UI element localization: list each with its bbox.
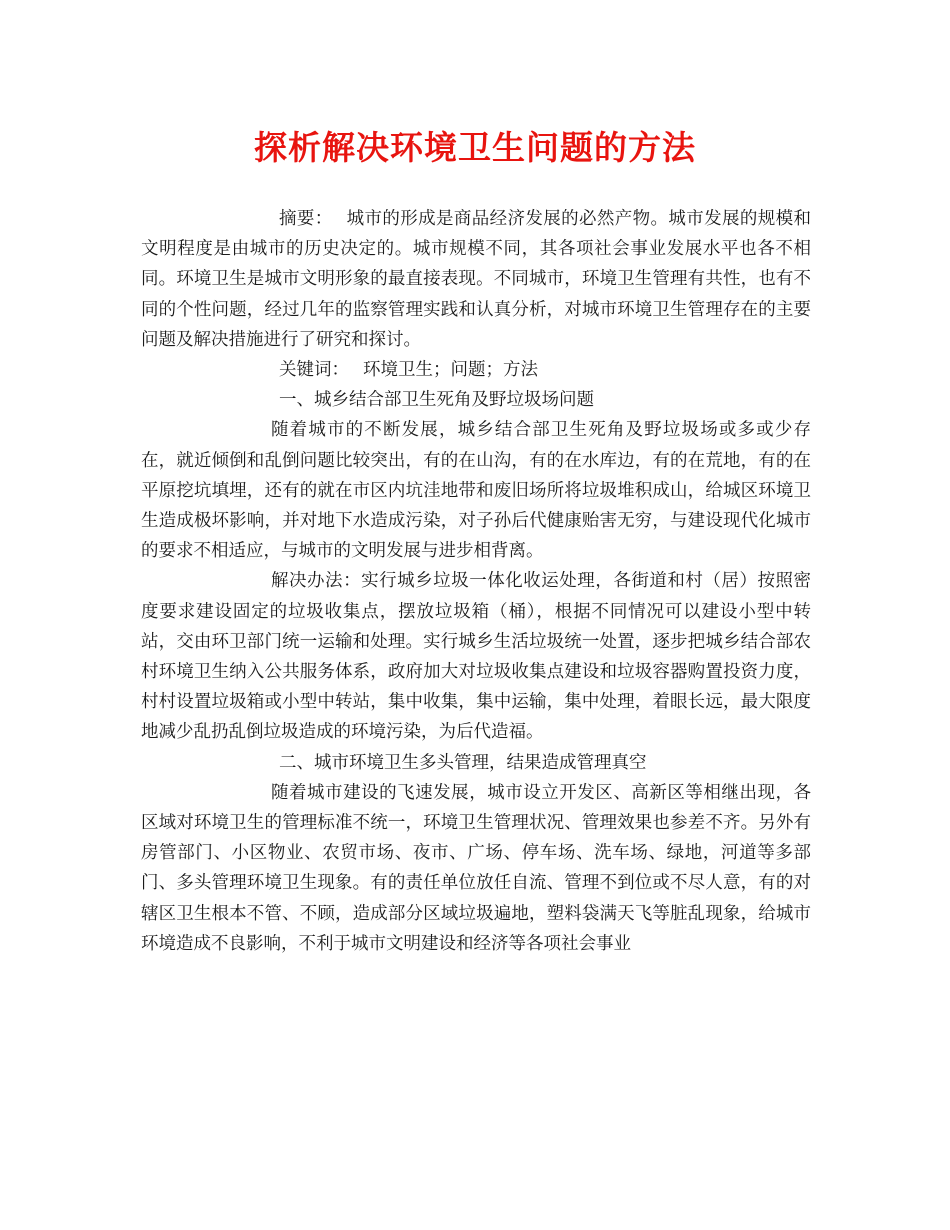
keywords-text: 环境卫生；问题；方法	[363, 360, 538, 381]
abstract-text: 城市的形成是商品经济发展的必然产物。城市发展的规模和文明程度是由城市的历史决定的。城市规模不同，其各项社会事业发展水平也各不相同。环境卫生是城市文明形象的最直接表现。不同城市，环境卫生管理有共性，也有不同的个性问题，经过几年的监察管理实践和认真分析，对城市环境卫生管理存在的主要问题及解决措施进行了研究和探讨。	[141, 209, 811, 350]
body-paragraph: 随着城市的不断发展，城乡结合部卫生死角及野垃圾场或多或少存在，就近倾倒和乱倒问题比较突出，有的在山沟，有的在水库边，有的在荒地，有的在平原挖坑填埋，还有的就在市区内坑洼地带和废旧场所将垃圾堆积成山，给城区环境卫生造成极坏影响，并对地下水造成污染，对子孙后代健康贻害无穷，与建设现代化城市的要求不相适应，与城市的文明发展与进步相背离。	[141, 420, 811, 562]
abstract-label: 摘要：	[279, 209, 333, 229]
document-body	[141, 204, 811, 959]
abstract-paragraph	[141, 204, 811, 355]
section-heading: 二、城市环境卫生多头管理，结果造成管理真空	[279, 752, 647, 773]
body-paragraph: 随着城市建设的飞速发展，城市设立开发区、高新区等相继出现，各区域对环境卫生的管理标准不统一，环境卫生管理状况、管理效果也参差不齐。另外有房管部门、小区物业、农贸市场、夜市、广场、停车场、洗车场、绿地，河道等多部门、多头管理环境卫生现象。有的责任单位放任自流、管理不到位或不尽人意，有的对辖区卫生根本不管、不顾，造成部分区域垃圾遍地，塑料袋满天飞等脏乱现象，给城市环境造成不良影响，不利于城市文明建设和经济等各项社会事业	[141, 782, 811, 954]
body-paragraph: 解决办法：实行城乡垃圾一体化收运处理，各街道和村（居）按照密度要求建设固定的垃圾收集点，摆放垃圾箱（桶），根据不同情况可以建设小型中转站，交由环卫部门统一运输和处理。实行城乡生活垃圾统一处置，逐步把城乡结合部农村环境卫生纳入公共服务体系，政府加大对垃圾收集点建设和垃圾容器购置投资力度，村村设置垃圾箱或小型中转站，集中收集，集中运输，集中处理，着眼长远，最大限度地减少乱扔乱倒垃圾造成的环境污染，为后代造福。	[141, 571, 811, 743]
keywords-paragraph	[141, 355, 811, 385]
document-title: 探析解决环境卫生问题的方法	[254, 128, 696, 167]
keywords-label: 关键词：	[279, 360, 349, 381]
section-heading: 一、城乡结合部卫生死角及野垃圾场问题	[279, 390, 594, 411]
